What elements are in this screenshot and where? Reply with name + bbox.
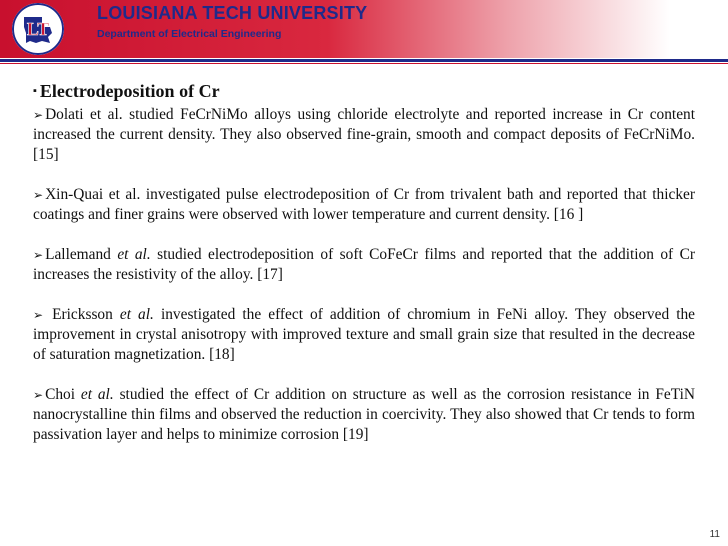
arrow-bullet-icon: ➢ <box>33 188 44 202</box>
arrow-bullet-icon: ➢ <box>33 108 44 122</box>
arrow-bullet-icon: ➢ <box>33 388 44 402</box>
paragraph-emphasis: et al. <box>80 386 114 403</box>
louisiana-tech-logo-icon <box>12 3 64 55</box>
bullet-paragraph-3 <box>33 245 695 285</box>
paragraph-text: studied the effect of Cr addition on structure as well as the corrosion resistance in FeTiN nanocrystalline thin films and observed the reduction in coercivity. They also showed that Cr tends to form passivation layer and helps to minimize corrosion [19] <box>33 386 695 443</box>
arrow-bullet-icon: ➢ <box>33 248 44 262</box>
paragraph-emphasis: et al. <box>119 306 154 323</box>
university-logo <box>12 3 64 55</box>
slide-content <box>33 80 695 465</box>
bullet-paragraph-2 <box>33 185 695 225</box>
header-divider <box>0 59 728 62</box>
paragraph-text: Dolati et al. studied FeCrNiMo alloys using chloride electrolyte and reported increase in Cr content increased the current density. They also observed fine-grain, smooth and compact deposits of FeCrNiMo. [15] <box>33 106 695 163</box>
square-bullet-icon: ▪ <box>33 85 37 97</box>
university-name: LOUISIANA TECH UNIVERSITY <box>97 3 368 23</box>
paragraph-emphasis: et al. <box>117 246 151 263</box>
slide-title <box>33 80 695 102</box>
paragraph-text: Lallemand <box>45 246 118 263</box>
paragraph-text: Choi <box>45 386 81 403</box>
page-number: 11 <box>709 529 720 540</box>
paragraph-text: studied electrodeposition of soft CoFeCr films and reported that the addition of Cr increases the resistivity of the alloy. [17] <box>33 246 695 283</box>
paragraph-text: investigated the effect of addition of chromium in FeNi alloy. They observed the improvement in crystal anisotropy with improved texture and small grain size that resulted in the decrease of saturation magnetization. [18] <box>33 306 695 363</box>
paragraph-text: Xin-Quai et al. investigated pulse electrodeposition of Cr from trivalent bath and reported that thicker coatings and finer grains were observed with lower temperature and current density. [16 ] <box>33 186 695 223</box>
department-name: Department of Electrical Engineering <box>97 28 282 40</box>
header-divider-accent <box>0 63 728 64</box>
slide-title-text: Electrodeposition of Cr <box>39 81 220 101</box>
paragraph-text: Ericksson <box>45 306 120 323</box>
bullet-paragraph-4 <box>33 305 695 365</box>
slide-header <box>0 0 728 58</box>
bullet-paragraph-5 <box>33 385 695 445</box>
bullet-paragraph-1 <box>33 105 695 165</box>
arrow-bullet-icon: ➢ <box>33 308 44 322</box>
logo-lettering: LT <box>26 19 50 39</box>
